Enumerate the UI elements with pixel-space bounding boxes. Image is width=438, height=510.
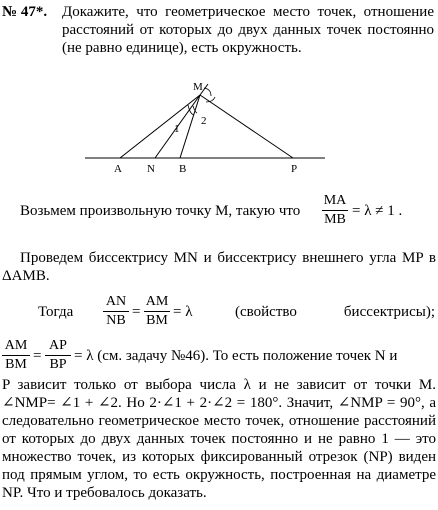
fraction-ma-mb: [322, 193, 348, 228]
fraction-numerator: AM: [145, 294, 169, 309]
label-a: A: [114, 163, 122, 175]
line-pm: [200, 95, 293, 158]
geometry-figure: [80, 78, 330, 178]
fraction-denominator: BM: [5, 357, 27, 372]
intro-text: Возьмем произвольную точку M, такую что: [20, 203, 301, 219]
label-b: B: [179, 163, 187, 175]
fraction-denominator: MB: [324, 212, 346, 227]
fraction-bar: [45, 355, 71, 356]
then-word: Тогда: [38, 304, 74, 320]
fraction-numerator: MA: [323, 193, 347, 208]
conclusion-paragraph: P зависит только от выбора числа λ и не зависит от точки M. ∠NMP= ∠1 + ∠2. Но 2·∠1 + 2·∠2 = 180°. Значит, ∠NMP = 90°, а следовательно геометрическое место точек, отношение расстояний от которых до двух данных точек постоянно и не равно 1 — это множество точек, из которых фиксированный отрезок (NP) виден под прямым углом, то есть окружность, построенная на диаметре NP. Что и требовалось доказать.: [2, 377, 436, 501]
line-bm: [180, 95, 200, 158]
fraction-ap-bp: [45, 338, 71, 373]
fraction-numerator: AP: [49, 338, 67, 353]
see-task-text: = λ (см. задачу №46). То есть положение точек N и: [74, 348, 398, 364]
label-m: M: [193, 81, 203, 93]
label-n: N: [147, 163, 155, 175]
fraction-numerator: AN: [105, 294, 127, 309]
intro-tail: = λ ≠ 1 .: [352, 203, 403, 219]
fraction-am-bm: [144, 294, 170, 329]
fraction-denominator: BP: [49, 357, 67, 372]
fraction-bar: [2, 355, 30, 356]
fraction-denominator: BM: [146, 313, 168, 328]
angle-arc-2b: [204, 88, 211, 96]
label-angle-1: 1: [174, 123, 180, 135]
label-angle-2: 2: [201, 115, 207, 127]
fraction-an-nb: [103, 294, 129, 329]
fraction-bar: [144, 311, 170, 312]
fraction-bar: [103, 311, 129, 312]
line-am: [120, 95, 200, 158]
problem-number: № 47*.: [2, 4, 48, 20]
label-p: P: [291, 163, 298, 175]
property-text: (свойство биссектрисы);: [235, 304, 435, 320]
bisector-paragraph: Проведем биссектрису MN и биссектрису внешнего угла MP в ΔAMB.: [2, 250, 436, 284]
fraction-am-bm-2: [2, 338, 30, 373]
fraction-denominator: NB: [106, 313, 126, 328]
fraction-numerator: AM: [4, 338, 28, 353]
problem-statement: Докажите, что геометрическое место точек, отношение расстояний от которых до двух данных точек постоянно (не равно единице), есть окружность.: [62, 4, 434, 56]
fraction-bar: [322, 210, 348, 211]
equals-lambda: = λ: [173, 304, 193, 320]
